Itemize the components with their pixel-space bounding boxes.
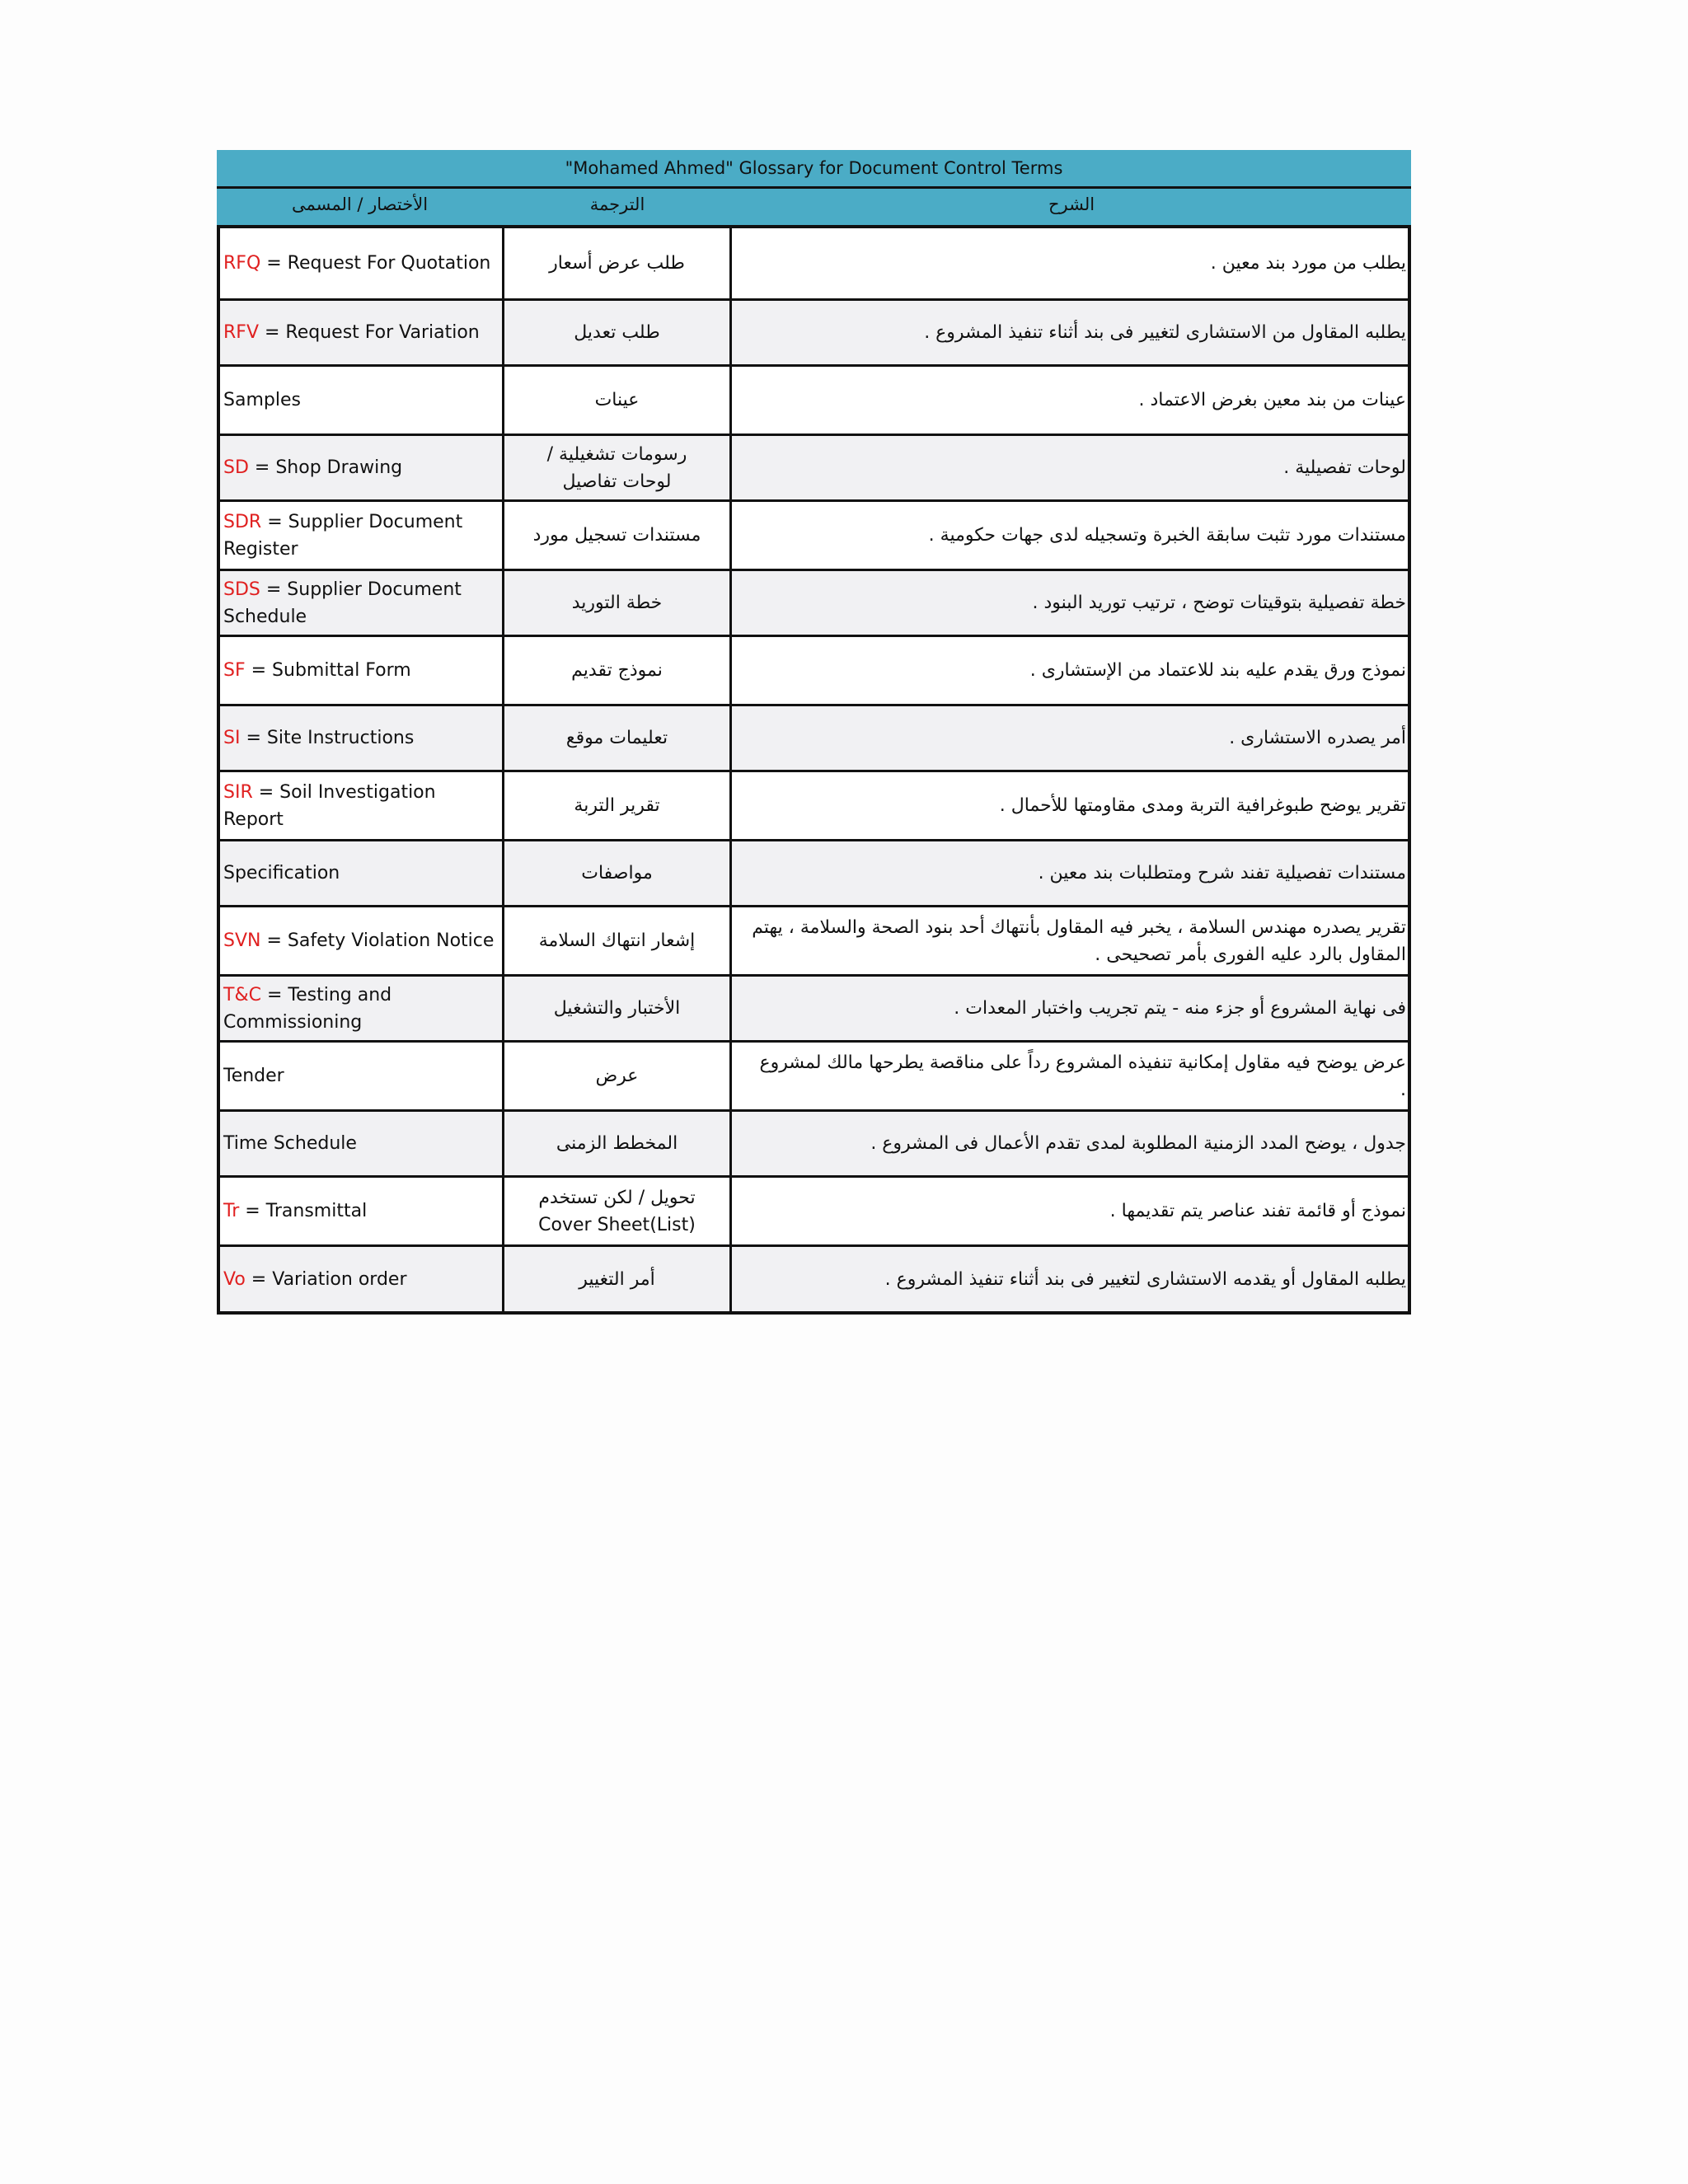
table-row	[220, 436, 1408, 502]
header-term: الأختصار / المسمى	[291, 194, 429, 214]
term-abbreviation: RFV	[223, 322, 259, 343]
translation-cell: أمر التغيير	[504, 1247, 732, 1311]
table-row	[220, 907, 1408, 977]
header-description: الشرح	[1048, 194, 1095, 214]
term-cell	[220, 907, 504, 974]
term-label: = Testing and Commissioning	[223, 984, 392, 1033]
glossary-table-body	[217, 228, 1411, 1315]
table-row	[220, 1247, 1408, 1311]
translation-cell: مستندات تسجيل مورد	[504, 502, 732, 569]
description-cell: لوحات تفصيلية .	[1283, 457, 1406, 478]
term-text	[223, 724, 414, 752]
translation-cell: خطة التوريد	[504, 571, 732, 635]
description-cell: فى نهاية المشروع أو جزء منه - يتم تجريب واختبار المعدات .	[954, 998, 1406, 1019]
column-header-row	[217, 189, 1411, 228]
term-cell	[220, 637, 504, 704]
term-label: = Transmittal	[239, 1201, 368, 1221]
term-cell	[220, 706, 504, 770]
term-text	[223, 982, 499, 1036]
term-abbreviation: SDR	[223, 511, 262, 532]
description-cell: نموذج ورق يقدم عليه بند للاعتماد من الإستشارى .	[1029, 660, 1406, 681]
term-label: = Site Instructions	[240, 728, 415, 748]
term-abbreviation: SDS	[223, 579, 260, 600]
header-translation: الترجمة	[589, 194, 645, 214]
term-cell	[220, 772, 504, 839]
term-text	[223, 319, 480, 346]
term-abbreviation: Tr	[223, 1201, 240, 1221]
term-cell	[220, 502, 504, 569]
translation-cell: المخطط الزمنى	[504, 1112, 732, 1175]
term-text	[223, 657, 411, 684]
term-cell	[220, 571, 504, 635]
term-label: Time Schedule	[223, 1133, 357, 1154]
term-cell	[220, 367, 504, 434]
term-label: = Safety Violation Notice	[260, 930, 495, 951]
description-cell: نموذج أو قائمة تفند عناصر يتم تقديمها .	[1109, 1201, 1406, 1221]
translation-cell: تعليمات موقع	[504, 706, 732, 770]
term-text	[223, 387, 301, 414]
table-row	[220, 637, 1408, 706]
description-cell: يطلبه المقاول من الاستشارى لتغيير فى بند أثناء تنفيذ المشروع .	[924, 322, 1406, 343]
translation-cell: تحويل / لكن تستخدم (List)Cover Sheet	[504, 1178, 732, 1244]
table-row	[220, 228, 1408, 301]
term-text	[223, 509, 499, 563]
term-label: = Shop Drawing	[248, 457, 403, 478]
description-cell: تقرير يوضح طبوغرافية التربة ومدى مقاومتها للأحمال .	[999, 795, 1406, 816]
description-cell: يطلبه المقاول أو يقدمه الاستشارى لتغيير فى بند أثناء تنفيذ المشروع .	[884, 1268, 1406, 1290]
glossary-sheet	[217, 150, 1411, 1315]
term-label: = Request For Variation	[259, 322, 480, 343]
term-cell	[220, 436, 504, 499]
description-cell: أمر يصدره الاستشارى .	[1229, 728, 1406, 748]
term-abbreviation: SD	[223, 457, 249, 478]
table-row	[220, 367, 1408, 436]
term-text	[223, 1197, 367, 1225]
term-text	[223, 454, 402, 481]
table-row	[220, 571, 1408, 637]
term-cell	[220, 1247, 504, 1311]
table-row	[220, 502, 1408, 571]
translation-cell: عرض	[504, 1043, 732, 1109]
term-cell	[220, 1178, 504, 1244]
table-row	[220, 1112, 1408, 1178]
term-abbreviation: Vo	[223, 1268, 246, 1290]
term-abbreviation: T&C	[223, 984, 261, 1005]
term-label: = Variation order	[245, 1268, 407, 1290]
term-label: Specification	[223, 863, 340, 883]
translation-cell: الأختبار والتشغيل	[504, 977, 732, 1040]
table-row	[220, 772, 1408, 841]
table-row	[220, 706, 1408, 772]
term-text	[223, 927, 494, 954]
term-text	[223, 860, 340, 887]
term-text	[223, 779, 499, 833]
glossary-title: "Mohamed Ahmed" Glossary for Document Control Terms	[217, 150, 1411, 189]
term-text	[223, 1130, 357, 1157]
term-text	[223, 1062, 284, 1090]
description-cell: يطلب من مورد بند معين .	[1210, 253, 1406, 274]
translation-cell: تقرير التربة	[504, 772, 732, 839]
term-abbreviation: SF	[223, 660, 246, 681]
description-cell: عينات من بند معين بغرض الاعتماد .	[1138, 390, 1406, 410]
term-label: = Submittal Form	[245, 660, 411, 681]
translation-cell: مواصفات	[504, 841, 732, 905]
term-abbreviation: SVN	[223, 930, 261, 951]
translation-cell: طلب عرض أسعار	[504, 228, 732, 298]
table-row	[220, 301, 1408, 367]
table-row	[220, 1043, 1408, 1112]
description-cell: تقرير يصدره مهندس السلامة ، يخبر فيه المقاول بأنتهاك أحد بنود الصحة والسلامة ، يهتم المقاول بالرد عليه الفورى بأمر تصحيحى .	[752, 916, 1406, 965]
term-cell	[220, 977, 504, 1040]
description-cell: مستندات مورد تثبت سابقة الخبرة وتسجيله لدى جهات حكومية .	[928, 525, 1406, 546]
translation-cell: عينات	[504, 367, 732, 434]
term-cell	[220, 841, 504, 905]
term-cell	[220, 228, 504, 298]
term-label: = Supplier Document Register	[223, 511, 463, 560]
description-cell: خطة تفصيلية بتوقيتات توضح ، ترتيب توريد البنود .	[1032, 593, 1406, 613]
term-cell	[220, 1043, 504, 1109]
term-label: = Soil Investigation Report	[223, 781, 436, 830]
term-text	[223, 250, 490, 277]
table-row	[220, 841, 1408, 907]
table-row	[220, 1178, 1408, 1247]
term-label: Tender	[223, 1066, 284, 1086]
term-label: Samples	[223, 390, 301, 410]
translation-cell: رسومات تشغيلية / لوحات تفاصيل	[504, 436, 732, 499]
translation-cell: إشعار انتهاك السلامة	[504, 907, 732, 974]
term-abbreviation: SIR	[223, 781, 253, 803]
term-text	[223, 1266, 407, 1293]
term-cell	[220, 1112, 504, 1175]
term-abbreviation: RFQ	[223, 253, 261, 274]
term-label: = Supplier Document Schedule	[223, 579, 462, 627]
term-cell	[220, 301, 504, 364]
description-cell: جدول ، يوضح المدد الزمنية المطلوبة لمدى تقدم الأعمال فى المشروع .	[870, 1133, 1406, 1154]
translation-cell: نموذج تقديم	[504, 637, 732, 704]
description-cell: مستندات تفصيلية تفند شرح ومتطلبات بند معين .	[1038, 863, 1406, 883]
table-row	[220, 977, 1408, 1043]
term-label: = Request For Quotation	[260, 253, 491, 274]
term-abbreviation: SI	[223, 728, 241, 748]
description-cell: عرض يوضح فيه مقاول إمكانية تنفيذه المشروع رداً على مناقصة يطرحها مالك لمشروع .	[759, 1052, 1406, 1100]
translation-cell: طلب تعديل	[504, 301, 732, 364]
term-text	[223, 576, 499, 630]
